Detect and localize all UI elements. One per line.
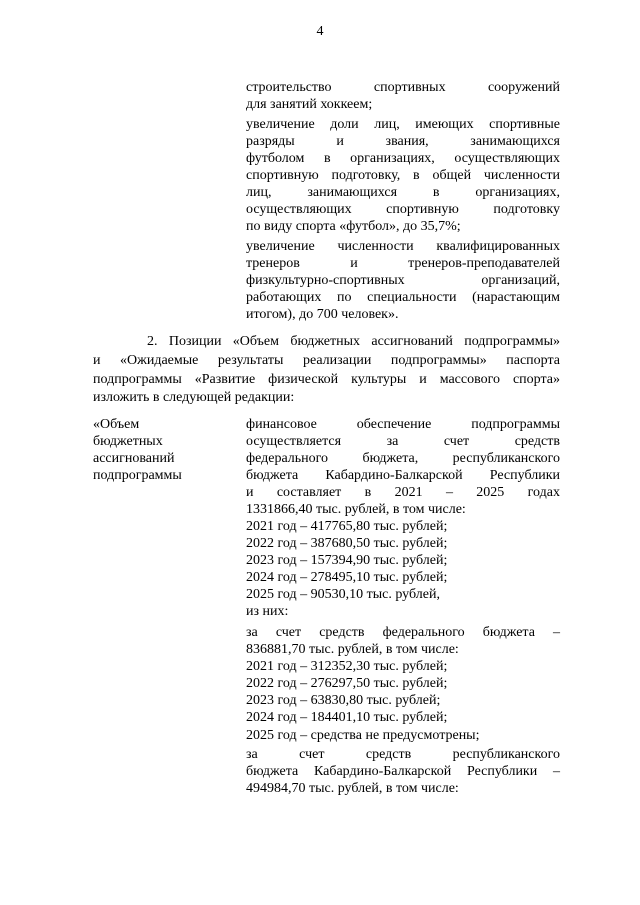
table-value-line: и составляет в 2021 – 2025 годах <box>246 485 560 500</box>
table-value-line: из них: <box>246 604 289 619</box>
table-value-line: 2021 год – 417765,80 тыс. рублей; <box>246 519 448 534</box>
table-value-line: осуществляется за счет средств <box>246 434 560 449</box>
table-label-line: «Объем <box>93 417 140 432</box>
table-label-line: бюджетных <box>93 434 163 449</box>
table-value-line: за счет средств федерального бюджета – <box>246 625 560 640</box>
intro-line: для занятий хоккеем; <box>246 97 373 112</box>
paragraph-line: изложить в следующей редакции: <box>93 390 295 405</box>
intro-line: строительство спортивных сооружений <box>246 80 560 95</box>
paragraph-line: 2. Позиции «Объем бюджетных ассигнований подпрограммы» <box>147 334 560 349</box>
intro-line: увеличение численности квалифицированных <box>246 239 560 254</box>
intro-line: тренеров и тренеров-преподавателей <box>246 256 560 271</box>
paragraph-line: и «Ожидаемые результаты реализации подпрограммы» паспорта <box>93 353 560 368</box>
table-value-line: 2024 год – 278495,10 тыс. рублей; <box>246 570 448 585</box>
table-value-line: финансовое обеспечение подпрограммы <box>246 417 560 432</box>
intro-line: работающих по специальности (нарастающим <box>246 290 560 305</box>
intro-line: спортивную подготовку, в общей численности <box>246 168 560 183</box>
table-value-line: 494984,70 тыс. рублей, в том числе: <box>246 781 459 796</box>
table-value-line: 1331866,40 тыс. рублей, в том числе: <box>246 502 466 517</box>
table-value-line: 836881,70 тыс. рублей, в том числе: <box>246 642 459 657</box>
intro-line: увеличение доли лиц, имеющих спортивные <box>246 117 560 132</box>
table-label-line: подпрограммы <box>93 468 182 483</box>
table-value-line: 2023 год – 157394,90 тыс. рублей; <box>246 553 448 568</box>
table-value-line: 2024 год – 184401,10 тыс. рублей; <box>246 710 448 725</box>
table-value-line: 2022 год – 276297,50 тыс. рублей; <box>246 676 448 691</box>
table-value-line: за счет средств республиканского <box>246 747 560 762</box>
table-value-line: федерального бюджета, республиканского <box>246 451 560 466</box>
intro-line: футболом в организациях, осуществляющих <box>246 151 560 166</box>
table-value-line: 2021 год – 312352,30 тыс. рублей; <box>246 659 448 674</box>
intro-line: лиц, занимающихся в организациях, <box>246 185 560 200</box>
table-value-line: 2025 год – 90530,10 тыс. рублей, <box>246 587 440 602</box>
table-value-line: бюджета Кабардино-Балкарской Республики – <box>246 764 560 779</box>
intro-line: разряды и звания, занимающихся <box>246 134 560 149</box>
table-value-line: 2023 год – 63830,80 тыс. рублей; <box>246 693 441 708</box>
table-value-line: 2022 год – 387680,50 тыс. рублей; <box>246 536 448 551</box>
table-value-line: 2025 год – средства не предусмотрены; <box>246 728 480 743</box>
intro-line: по виду спорта «футбол», до 35,7%; <box>246 219 461 234</box>
intro-line: итогом), до 700 человек». <box>246 307 399 322</box>
table-value-line: бюджета Кабардино-Балкарской Республики <box>246 468 560 483</box>
table-label-line: ассигнований <box>93 451 175 466</box>
intro-line: осуществляющих спортивную подготовку <box>246 202 560 217</box>
intro-line: физкультурно-спортивных организаций, <box>246 273 560 288</box>
paragraph-line: подпрограммы «Развитие физической культуры и массового спорта» <box>93 372 560 387</box>
page-number: 4 <box>316 24 324 39</box>
